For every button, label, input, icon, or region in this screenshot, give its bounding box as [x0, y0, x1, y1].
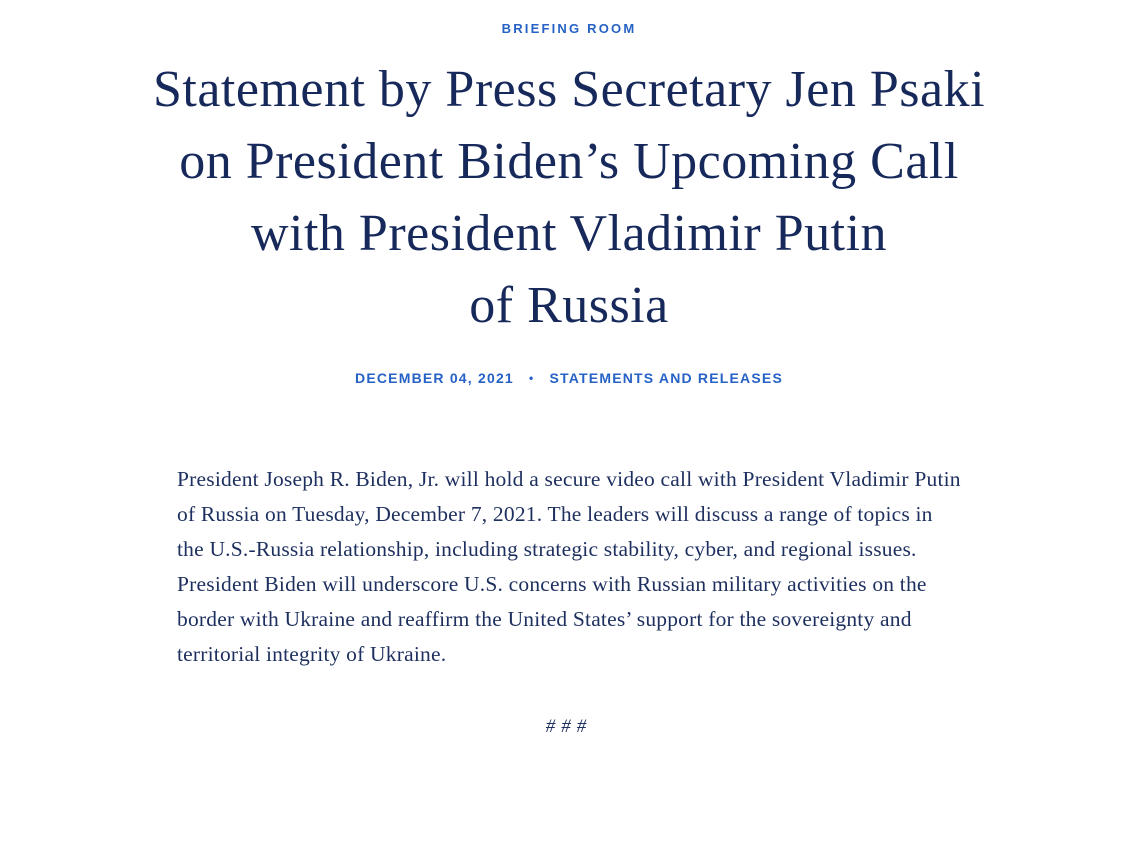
article-meta [0, 370, 1138, 386]
briefing-room-link[interactable]: BRIEFING ROOM [501, 21, 637, 36]
page-title-line-1: Statement by Press Secretary Jen Psaki [152, 61, 986, 118]
article-body [177, 386, 961, 738]
page-title-line-3: with President Vladimir Putin [250, 205, 888, 262]
article-date: DECEMBER 04, 2021 [355, 370, 514, 386]
category-link[interactable]: STATEMENTS AND RELEASES [549, 370, 783, 386]
page-title-line-2: on President Biden’s Upcoming Call [179, 133, 959, 190]
end-marker: ### [545, 716, 593, 737]
page-title [19, 54, 1119, 342]
page-title-line-4: of Russia [469, 277, 669, 334]
breadcrumb [0, 0, 1138, 38]
meta-separator: • [529, 371, 535, 385]
article-paragraph: President Joseph R. Biden, Jr. will hold a secure video call with President Vladimir Putin of Russia on Tuesday, December 7, 2021. The leaders will discuss a range of topics in the U.S.-Russia relationship, including strategic stability, cyber, and regional issues. President Biden will underscore U.S. concerns with Russian military activities on the border with Ukraine and reaffirm the United States’ support for the sovereignty and territorial integrity of Ukraine. [177, 467, 961, 666]
